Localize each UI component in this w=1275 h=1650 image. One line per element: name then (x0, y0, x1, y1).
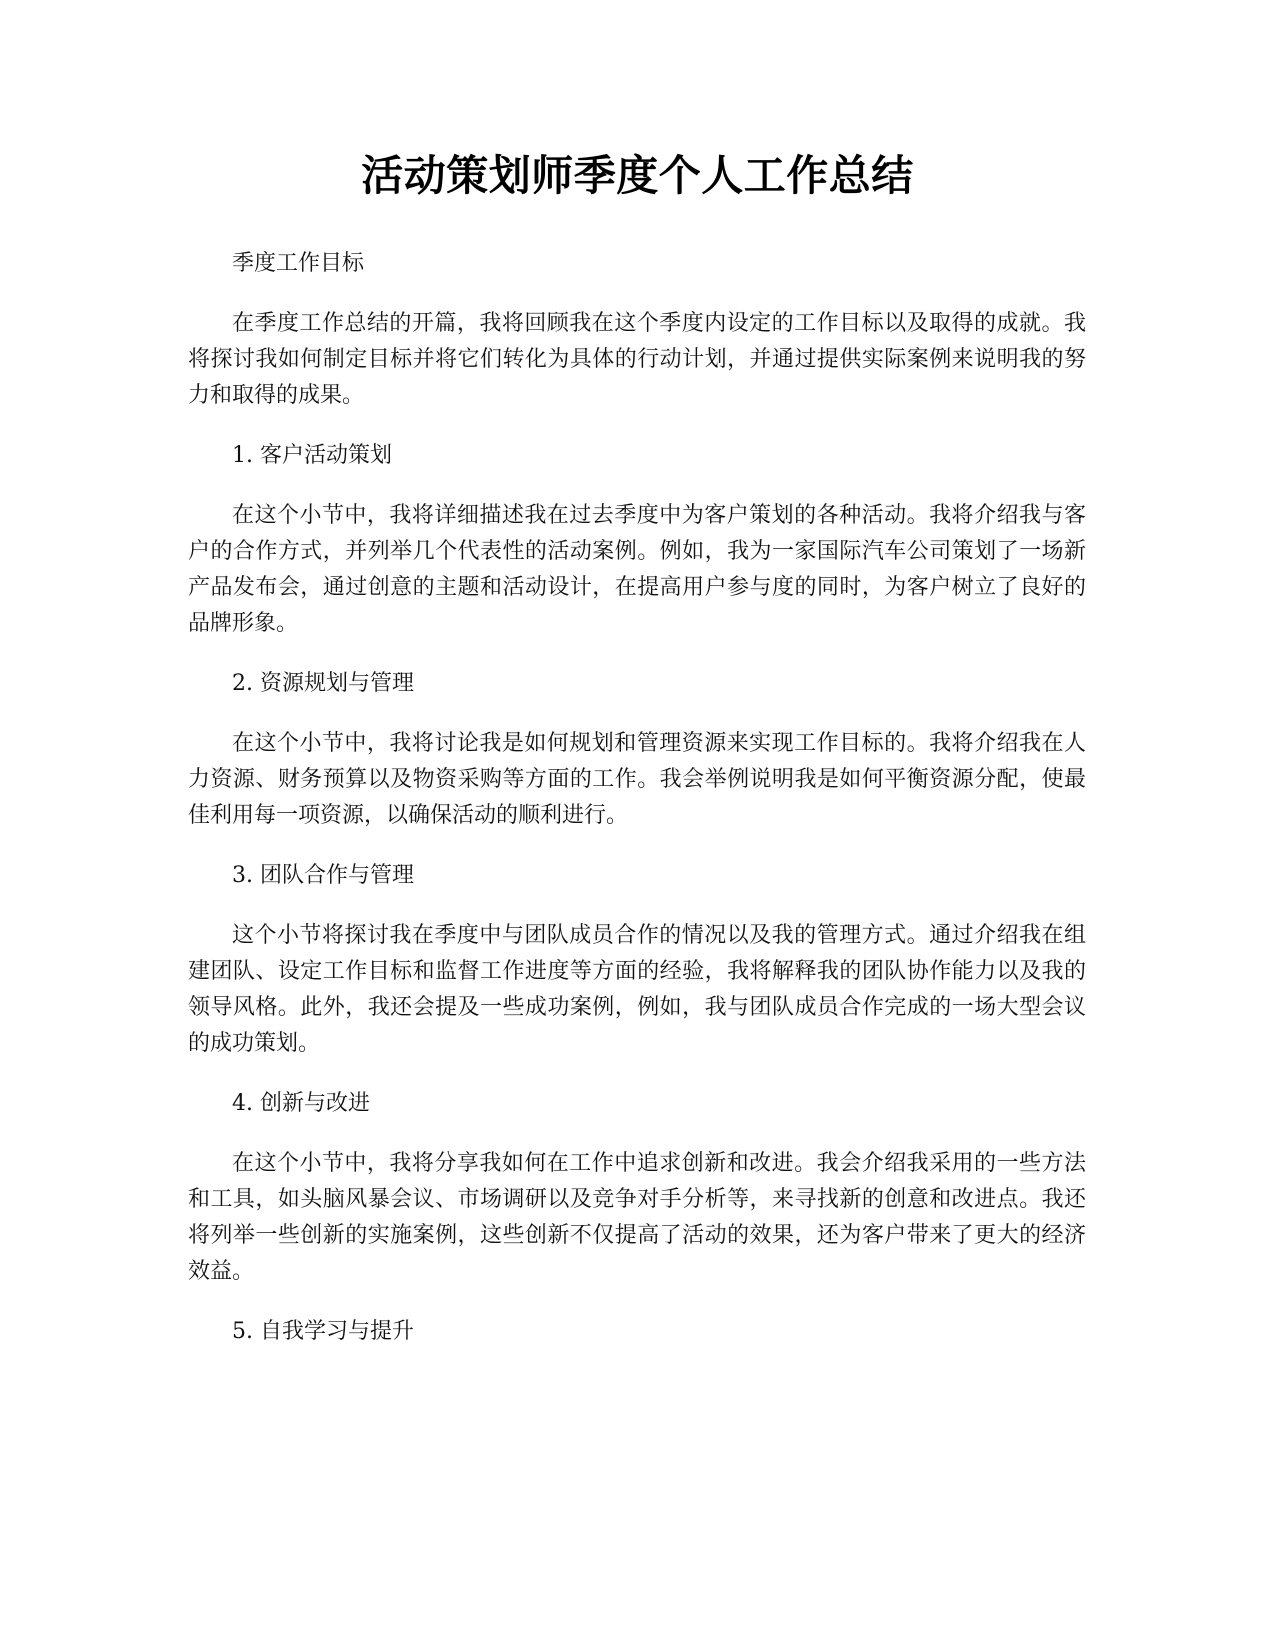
section-heading-self-learning: 5. 自我学习与提升 (232, 1319, 414, 1344)
section-heading-client-events: 1. 客户活动策划 (232, 443, 392, 468)
section-heading-innovation: 4. 创新与改进 (232, 1091, 370, 1116)
section-paragraph-goals: 在季度工作总结的开篇，我将回顾我在这个季度内设定的工作目标以及取得的成就。我将探讨我如何制定目标并将它们转化为具体的行动计划，并通过提供实际案例来说明我的努力和取得的成果。 (188, 311, 1086, 408)
document-title: 活动策划师季度个人工作总结 (361, 151, 914, 200)
section-heading-goals: 季度工作目标 (232, 251, 365, 276)
section-heading-teamwork: 3. 团队合作与管理 (232, 863, 414, 888)
section-paragraph-teamwork: 这个小节将探讨我在季度中与团队成员合作的情况以及我的管理方式。通过介绍我在组建团队、设定工作目标和监督工作进度等方面的经验，我将解释我的团队协作能力以及我的领导风格。此外，我还会提及一些成功案例，例如，我与团队成员合作完成的一场大型会议的成功策划。 (188, 923, 1086, 1056)
document-body (188, 246, 1086, 1374)
section-paragraph-client-events: 在这个小节中，我将详细描述我在过去季度中为客户策划的各种活动。我将介绍我与客户的合作方式，并列举几个代表性的活动案例。例如，我为一家国际汽车公司策划了一场新产品发布会，通过创意的主题和活动设计，在提高用户参与度的同时，为客户树立了良好的品牌形象。 (188, 503, 1086, 636)
section-paragraph-resources: 在这个小节中，我将讨论我是如何规划和管理资源来实现工作目标的。我将介绍我在人力资源、财务预算以及物资采购等方面的工作。我会举例说明我是如何平衡资源分配，使最佳利用每一项资源，以确保活动的顺利进行。 (188, 731, 1086, 828)
section-heading-resources: 2. 资源规划与管理 (232, 671, 414, 696)
section-paragraph-innovation: 在这个小节中，我将分享我如何在工作中追求创新和改进。我会介绍我采用的一些方法和工具，如头脑风暴会议、市场调研以及竞争对手分析等，来寻找新的创意和改进点。我还将列举一些创新的实施案例，这些创新不仅提高了活动的效果，还为客户带来了更大的经济效益。 (188, 1151, 1086, 1284)
